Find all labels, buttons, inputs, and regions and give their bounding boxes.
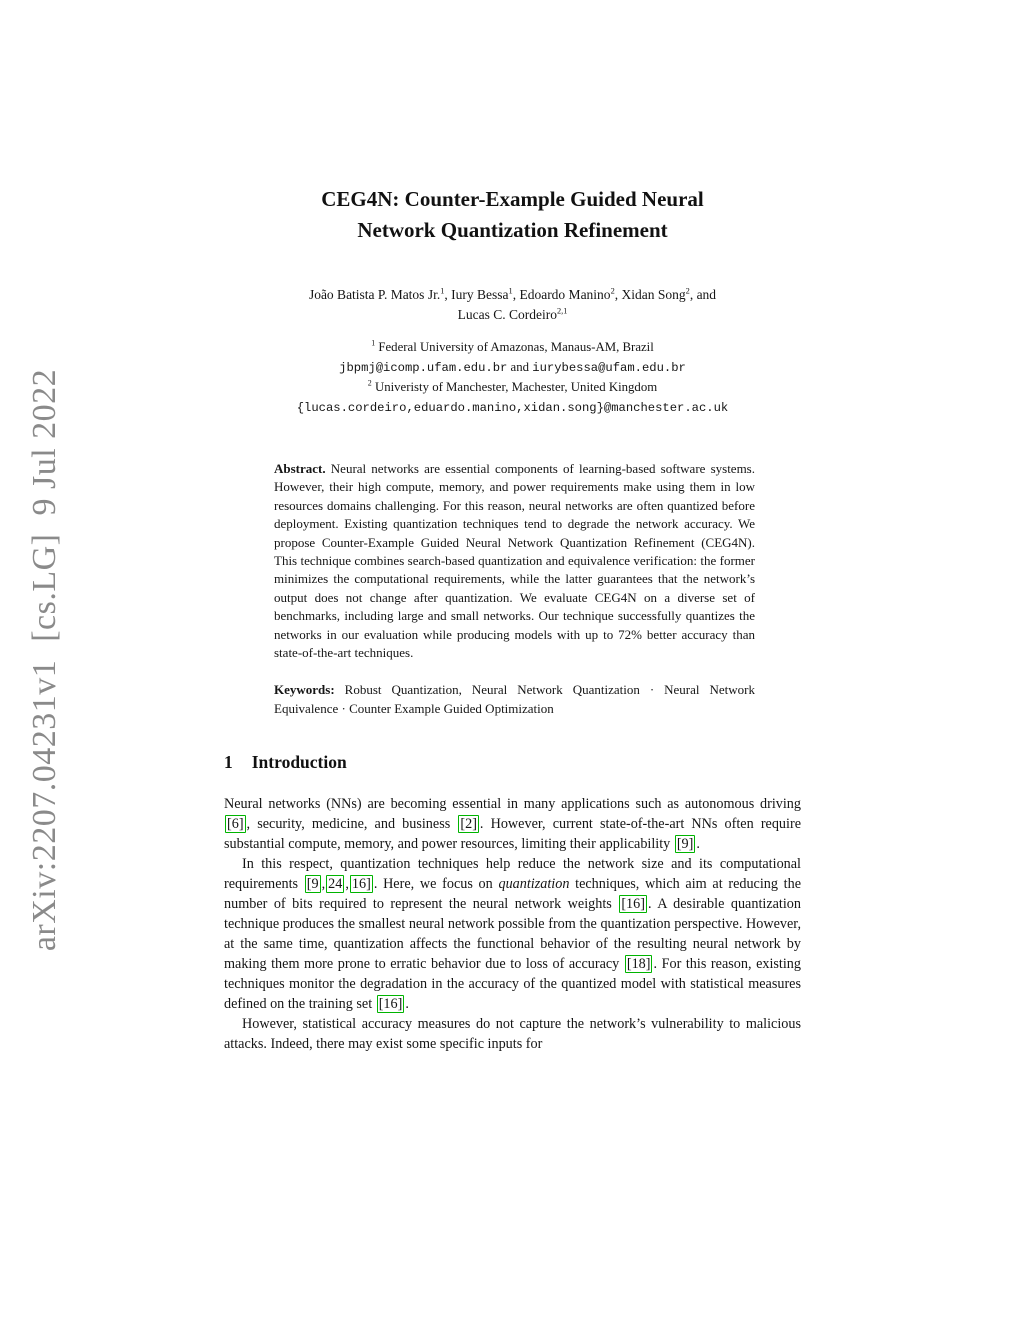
arxiv-watermark: arXiv:2207.04231v1 [cs.LG] 9 Jul 2022 xyxy=(26,368,63,952)
paper-title-line-1: CEG4N: Counter-Example Guided Neural xyxy=(321,187,704,211)
paper-title-line-2: Network Quantization Refinement xyxy=(357,218,668,242)
author-line: João Batista P. Matos Jr.$^1$, Iury Bessa$^1$, Edoardo Manino$^2$, Xidan Song$^2$, and Lucas C. Cordeiro$^{2,1}$ xyxy=(308,286,717,322)
abstract-text: Neural networks are essential components of learning-based software systems. However, their high compute, memory, and power requirements make using them in low resources domains challenging. For this reason, neural networks are often quantized before deployment. Existing quantization techniques tend to degrade the network accuracy. We propose Counter-Example Guided Neural Network Quantization Refinement (CEG4N). This technique combines search-based quantization and equivalence verification: the former minimizes the computational requirements, while the latter guarantees that the network’s output does not change after quantization. We evaluate CEG4N on a diverse set of benchmarks, including large and small networks. Our technique successfully quantizes the networks in our evaluation while producing models with up to 72% better accuracy than state-of-the-art techniques. xyxy=(274,461,755,661)
citation-link[interactable]: [6] xyxy=(227,816,244,833)
affiliation-line-4 xyxy=(224,398,801,419)
email-text: {lucas.cordeiro,eduardo.manino,xidan.song}@manchester.ac.uk xyxy=(296,400,729,415)
affiliation-superscript: 1 xyxy=(508,286,513,296)
citation-link[interactable]: [16] xyxy=(378,996,403,1013)
citation-link[interactable]: [16] xyxy=(621,896,645,913)
citation-link[interactable]: [9] xyxy=(676,836,694,853)
citation-link[interactable]: [2] xyxy=(460,816,477,833)
affiliation-superscript: 2 xyxy=(367,378,372,388)
keywords-section xyxy=(274,681,755,718)
affiliation-superscript: 2 xyxy=(610,286,615,296)
affiliation-superscript: 2 xyxy=(685,286,690,296)
affiliation-line-3: $^2$ Univeristy of Manchester, Machester, United Kingdom xyxy=(367,378,658,394)
affiliations-block xyxy=(224,338,801,418)
intro-paragraph-2: In this respect, quantization techniques help reduce the network size and its computational requirements [9 , 24 , 16] . Here, we focus on quantization techniques, which aim at reducing the number of bits required to represent the neural network weights [16] . A desirable quantization technique produces the smallest neural network possible from the quantization perspective. However, at the same time, quantization affects the functional behavior of the resulting neural network by making them more prone to erratic behavior due to loss of accuracy [18] . For this reason, existing techniques monitor the degradation in the accuracy of the quantized model with statistical measures defined on the training set [16] . xyxy=(224,856,802,1013)
abstract-section xyxy=(274,460,755,662)
paper-content-column xyxy=(224,0,801,1054)
intro-paragraph-1: Neural networks (NNs) are becoming essential in many applications such as autonomous driving [6] , security, medicine, and business [2] . However, current state-of-the-art NNs often require substantial compute, memory, and power resources, limiting their applicability [9] . xyxy=(224,796,801,853)
paper-title xyxy=(288,184,738,246)
section-title: Introduction xyxy=(251,752,347,773)
affiliation-line-1: $^1$ Federal University of Amazonas, Manaus-AM, Brazil xyxy=(371,338,654,354)
citation-link[interactable]: [9 xyxy=(306,876,319,893)
keywords-text: Robust Quantization, Neural Network Quantization · Neural Network Equivalence · Counter Example Guided Optimization xyxy=(274,682,755,716)
email-text: jbpmj@icomp.ufam.edu.br xyxy=(339,360,508,375)
email-text: iurybessa@ufam.edu.br xyxy=(532,360,686,375)
citation-link[interactable]: 16] xyxy=(351,876,371,893)
keywords-label: Keywords: xyxy=(274,682,335,698)
section-number: 1 xyxy=(224,752,233,773)
emphasis-text: quantization xyxy=(498,876,570,893)
citation-link[interactable]: 24 xyxy=(328,876,343,893)
affiliation-superscript: 1 xyxy=(440,286,445,296)
citation-link[interactable]: [18] xyxy=(626,956,651,973)
abstract-label: Abstract. xyxy=(274,461,326,476)
affiliation-line-2: jbpmj@icomp.ufam.edu.br and iurybessa@ufam.edu.br xyxy=(339,359,686,375)
affiliation-superscript: 2,1 xyxy=(556,306,568,316)
affiliation-superscript: 1 xyxy=(371,338,376,348)
intro-paragraph-3: However, statistical accuracy measures do not capture the network’s vulnerability to malicious attacks. Indeed, there may exist some specific inputs for xyxy=(224,1016,801,1053)
section-heading-introduction xyxy=(224,752,801,773)
